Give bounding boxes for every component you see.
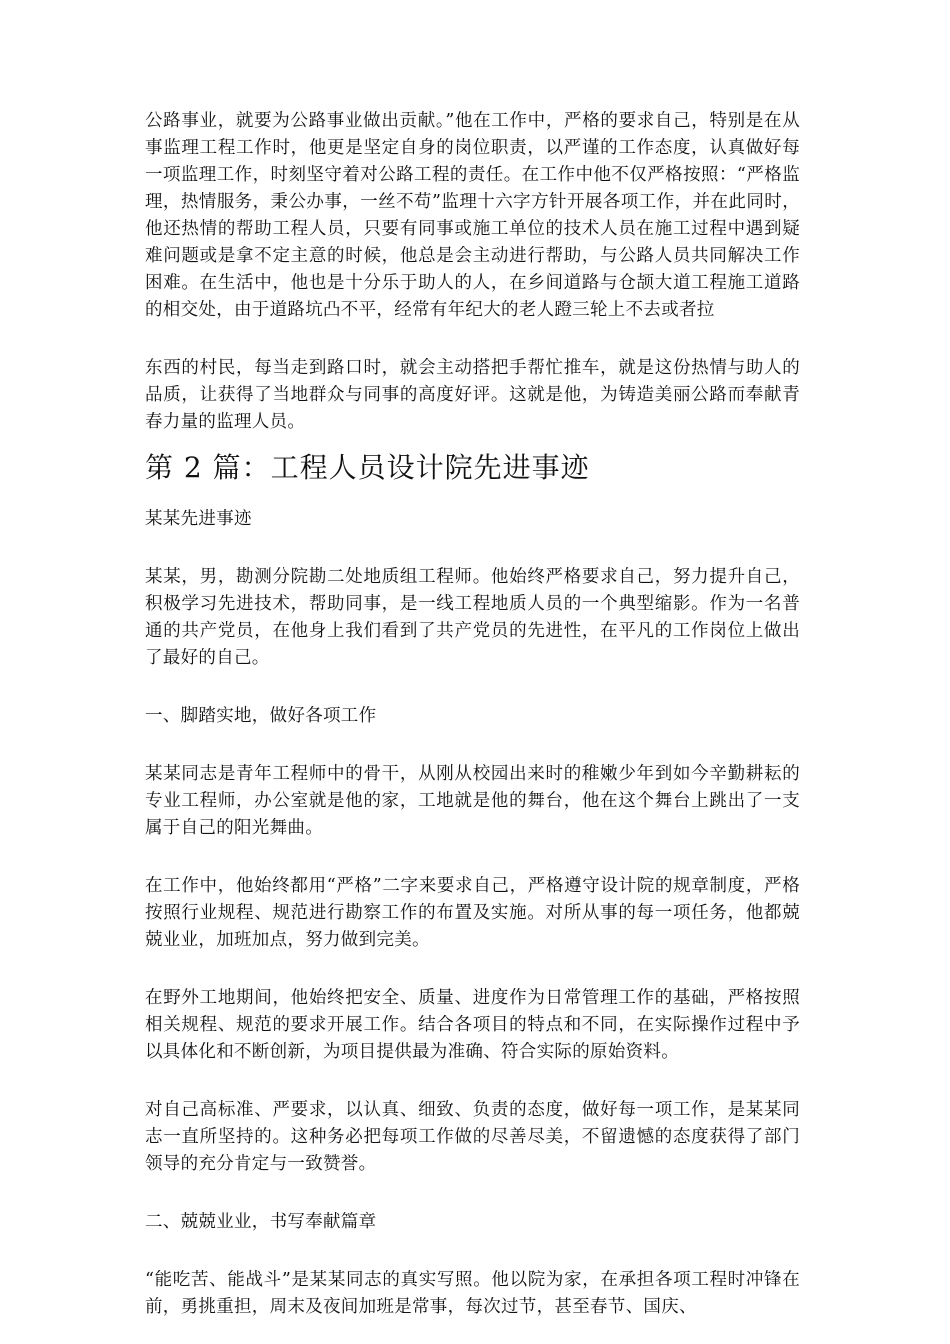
document-body — [145, 108, 800, 1321]
body-paragraph: 公路事业，就要为公路事业做出贡献。”他在工作中，严格的要求自己，特别是在从事监理工程工作时，他更是坚定自身的岗位职责，以严谨的工作态度，认真做好每一项监理工作，时刻坚守着对公路工程的责任。在工作中他不仅严格按照：“严格监理，热情服务，秉公办事，一丝不苟”监理十六字方针开展各项工作，并在此同时，他还热情的帮助工程人员，只要有同事或施工单位的技术人员在施工过程中遇到疑难问题或是拿不定主意的时候，他总是会主动进行帮助，与公路人员共同解决工作困难。在生活中，他也是十分乐于助人的人，在乡间道路与仓颉大道工程施工道路的相交处，由于道路坑凸不平，经常有年纪大的老人蹬三轮上不去或者拉 — [145, 111, 800, 320]
paragraph-spacer — [145, 1236, 800, 1267]
body-paragraph: 某某，男，勘测分院勘二处地质组工程师。他始终严格要求自己，努力提升自己，积极学习先进技术，帮助同事，是一线工程地质人员的一个典型缩影。作为一名普通的共产党员，在他身上我们看到了共产党员的先进性，在平凡的工作岗位上做出了最好的自己。 — [145, 567, 800, 668]
body-paragraph: 东西的村民，每当走到路口时，就会主动搭把手帮忙推车，就是这份热情与助人的品质，让获得了当地群众与同事的高度好评。这就是他，为铸造美丽公路而奉献青春力量的监理人员。 — [145, 358, 800, 432]
body-paragraph: 在野外工地期间，他始终把安全、质量、进度作为日常管理工作的基础，严格按照相关规程、规范的要求开展工作。结合各项目的特点和不同，在实际操作过程中予以具体化和不断创新，为项目提供最为准确、符合实际的原始资料。 — [145, 988, 800, 1062]
subsection-heading: 一、脚踏实地，做好各项工作 — [145, 706, 377, 726]
body-paragraph: 在工作中，他始终都用“严格”二字来要求自己，严格遵守设计院的规章制度，严格按照行业规程、规范进行勘察工作的布置及实施。对所从事的每一项任务，他都兢兢业业，加班加点，努力做到完美。 — [145, 876, 800, 950]
body-paragraph: “能吃苦、能战斗”是某某同志的真实写照。他以院为家，在承担各项工程时冲锋在前，勇挑重担，周末及夜间加班是常事，每次过节，甚至春节、国庆、 — [145, 1270, 800, 1317]
body-paragraph: 某某同志是青年工程师中的骨干，从刚从校园出来时的稚嫩少年到如今辛勤耕耘的专业工程师，办公室就是他的家，工地就是他的舞台，他在这个舞台上跳出了一支属于自己的阳光舞曲。 — [145, 764, 800, 838]
body-paragraph: 对自己高标准、严要求，以认真、细致、负责的态度，做好每一项工作，是某某同志一直所坚持的。这种务必把每项工作做的尽善尽美，不留遗憾的态度获得了部门领导的充分肯定与一致赞誉。 — [145, 1100, 800, 1174]
paragraph-spacer — [145, 954, 800, 985]
article-subtitle: 某某先进事迹 — [145, 509, 252, 529]
paragraph-spacer — [145, 842, 800, 873]
section-heading: 第 2 篇：工程人员设计院先进事迹 — [145, 451, 590, 484]
paragraph-spacer — [145, 1178, 800, 1209]
paragraph-spacer — [145, 324, 800, 355]
paragraph-spacer — [145, 1066, 800, 1097]
paragraph-spacer — [145, 533, 800, 564]
paragraph-spacer — [145, 672, 800, 703]
paragraph-spacer — [145, 730, 800, 761]
subsection-heading: 二、兢兢业业，书写奉献篇章 — [145, 1212, 377, 1232]
